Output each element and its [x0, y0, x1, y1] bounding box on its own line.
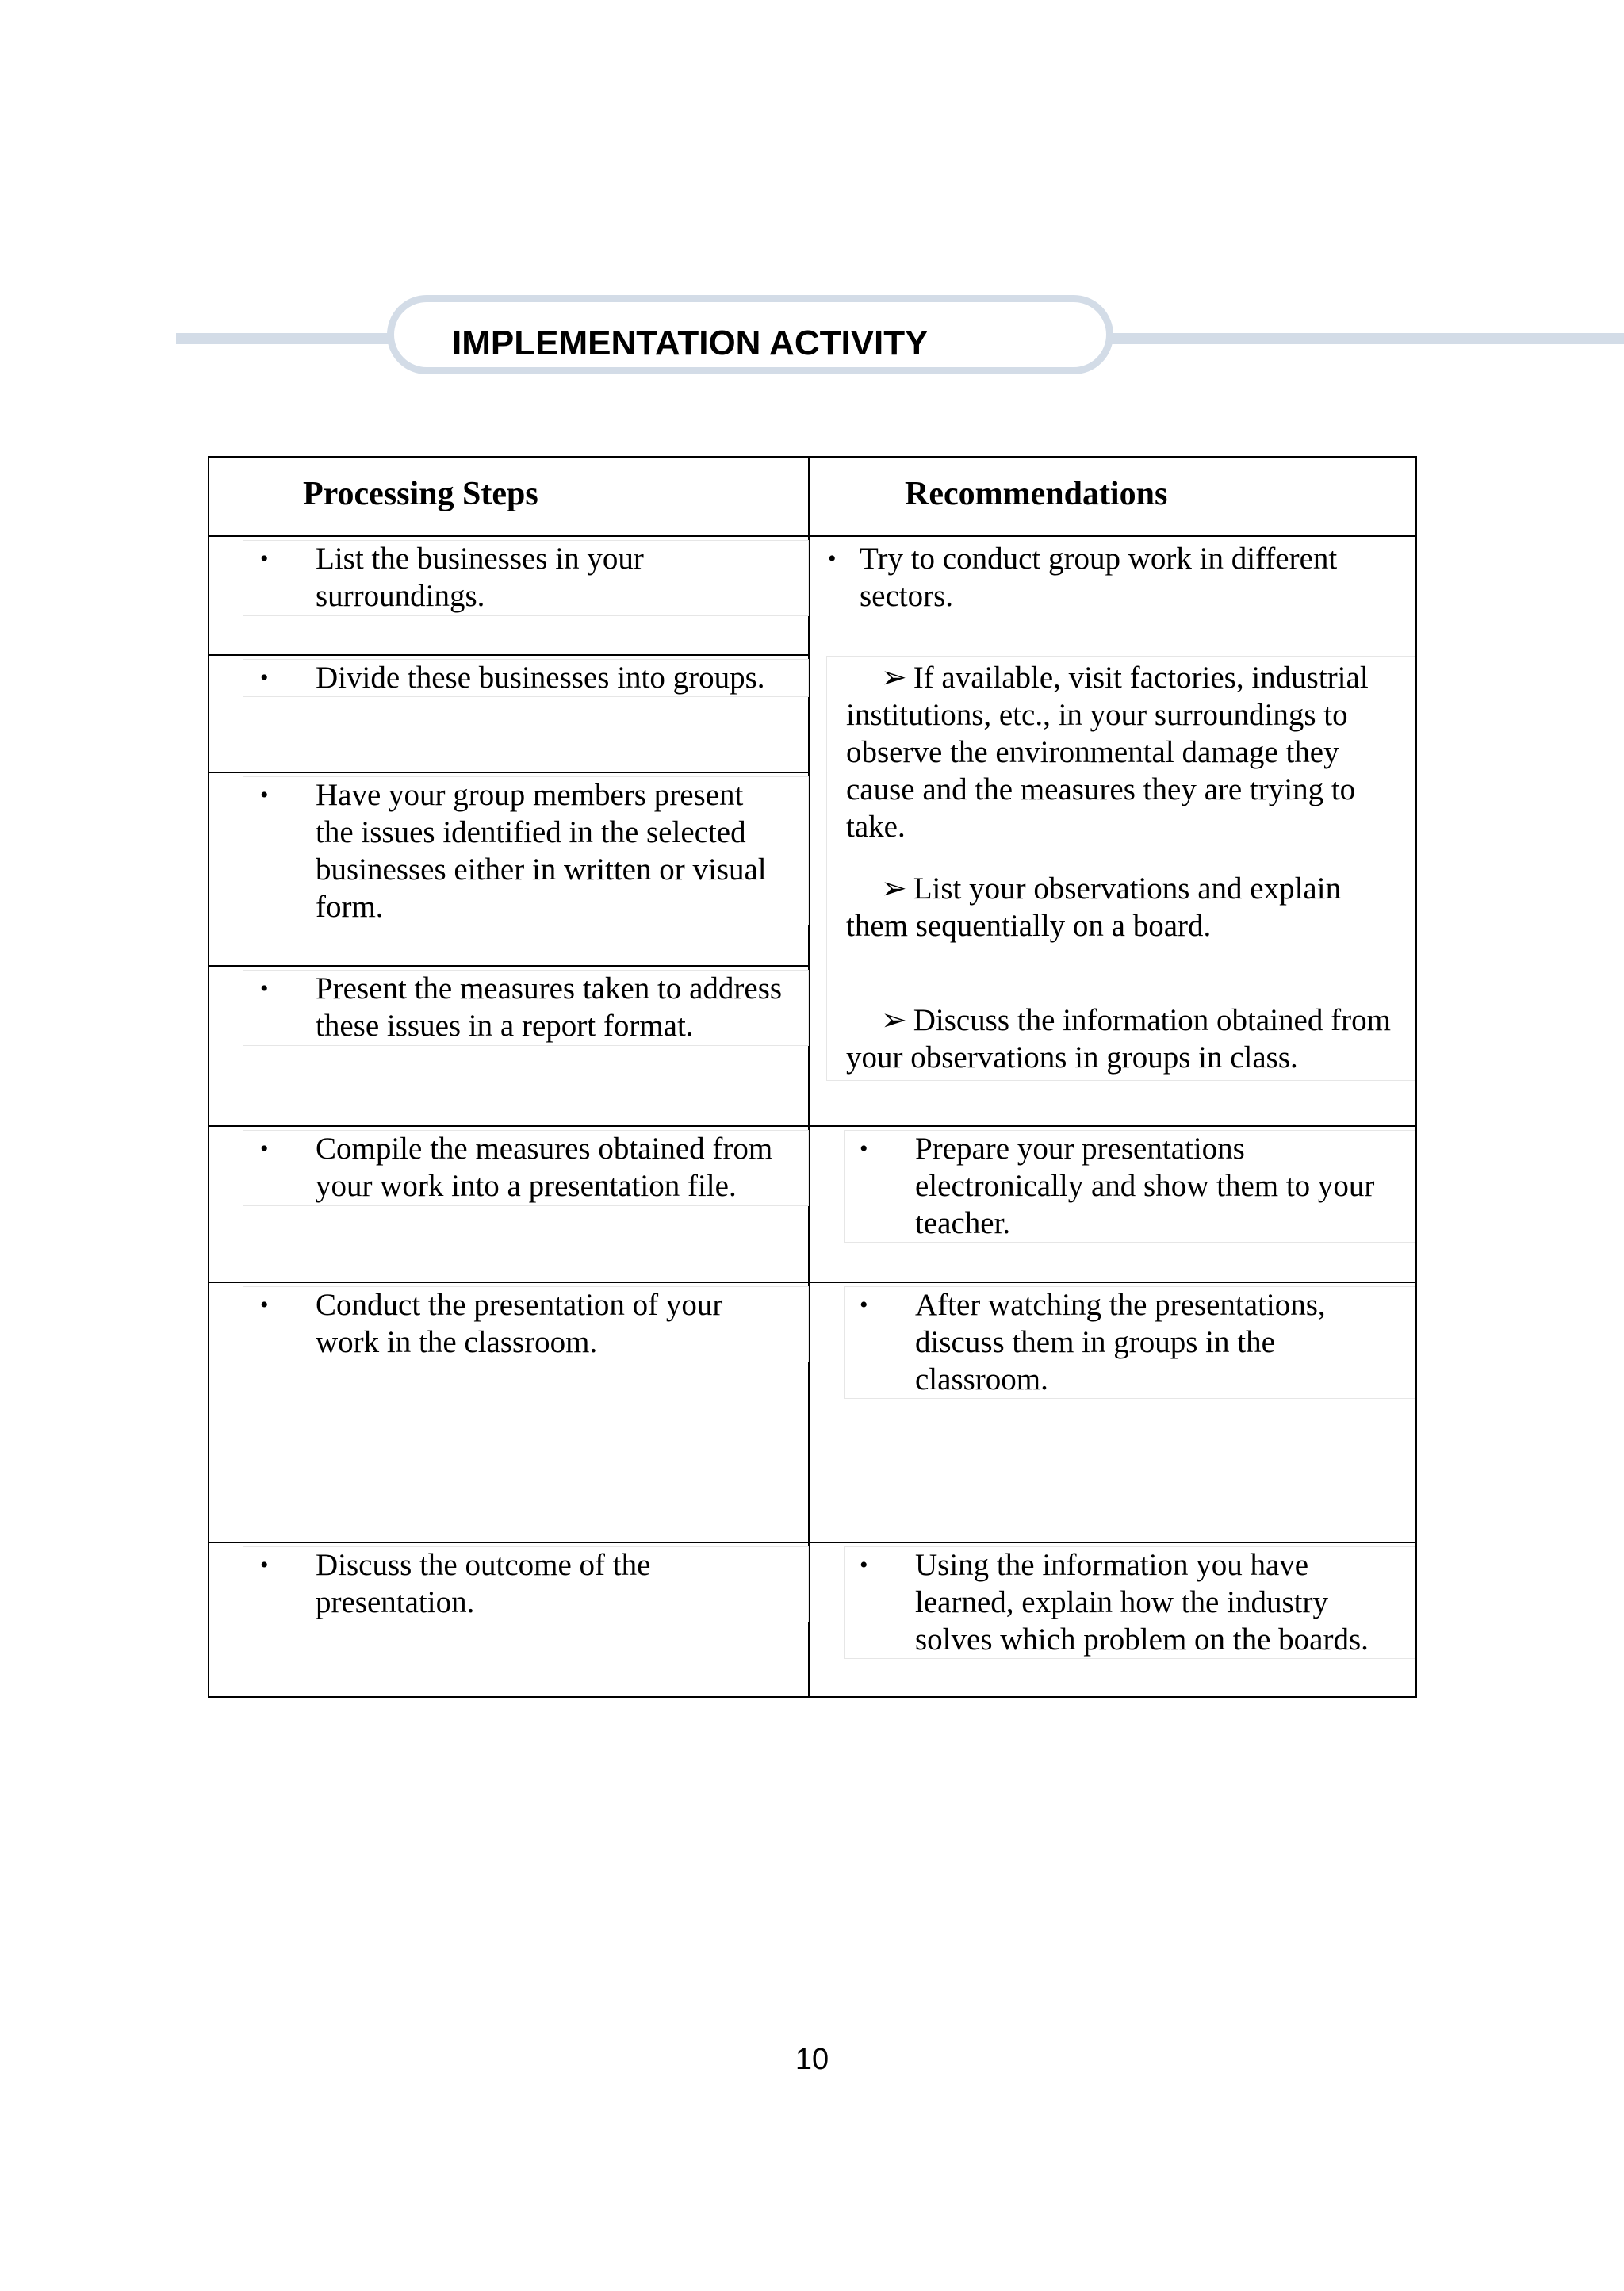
bullet: • — [860, 1552, 868, 1578]
row-divider — [209, 772, 808, 773]
page-number: 10 — [795, 2043, 829, 2076]
column-divider — [808, 458, 810, 1696]
step-line: businesses either in written or visual — [316, 852, 767, 887]
step-line: Present the measures taken to address — [316, 971, 783, 1006]
recommendation-line: Try to conduct group work in different — [860, 542, 1338, 576]
recommendation — [860, 540, 1337, 615]
step-line: surroundings. — [316, 579, 485, 613]
row-divider — [209, 535, 1415, 537]
step-line: work in the classroom. — [316, 1325, 598, 1359]
recommendation-line — [846, 870, 1341, 907]
recommendation-line-text: List your observations and explain — [913, 872, 1342, 906]
recommendation-line: Using the information you have — [915, 1548, 1309, 1582]
step-line: Have your group members present — [316, 778, 744, 812]
bullet: • — [260, 782, 269, 808]
recommendation-line: teacher. — [915, 1206, 1011, 1240]
bullet: • — [260, 1136, 269, 1162]
recommendation-line — [846, 1002, 1391, 1039]
bullet: • — [860, 1292, 868, 1318]
recommendation-line: your observations in groups in class. — [846, 1040, 1298, 1075]
recommendation — [915, 1130, 1374, 1242]
step-line: your work into a presentation file. — [316, 1169, 737, 1203]
recommendation-line: solves which problem on the boards. — [915, 1622, 1369, 1657]
step-line: presentation. — [316, 1585, 475, 1619]
row-divider — [209, 965, 808, 967]
step-line: List the businesses in your — [316, 542, 644, 576]
step-line: Discuss the outcome of the — [316, 1548, 651, 1582]
recommendation-line: Prepare your presentations — [915, 1132, 1245, 1166]
activity-table — [208, 456, 1417, 1698]
recommendation-line: cause and the measures they are trying to — [846, 772, 1356, 806]
bullet: • — [260, 975, 269, 1002]
recommendation-line: institutions, etc., in your surroundings to — [846, 698, 1348, 732]
step-line: Conduct the presentation of your — [316, 1288, 723, 1322]
recommendation-line: sectors. — [860, 579, 954, 613]
recommendation — [915, 1286, 1326, 1398]
page-title: IMPLEMENTATION ACTIVITY — [452, 324, 929, 362]
processing-step — [316, 540, 644, 615]
step-line: these issues in a report format. — [316, 1009, 694, 1043]
processing-step — [316, 776, 767, 925]
row-divider — [209, 1125, 1415, 1127]
processing-step — [316, 1130, 772, 1205]
processing-step — [316, 1546, 650, 1621]
bullet: • — [260, 665, 269, 691]
bullet: • — [260, 1292, 269, 1318]
row-divider — [209, 1542, 1415, 1543]
arrow-icon: ➢ — [881, 1003, 907, 1037]
recommendation-line — [846, 659, 1369, 696]
recommendation — [915, 1546, 1369, 1658]
step-line: Divide these businesses into groups. — [316, 661, 765, 695]
recommendations-header: Recommendations — [905, 476, 1168, 512]
step-line: the issues identified in the selected — [316, 815, 746, 849]
recommendation-line: electronically and show them to your — [915, 1169, 1375, 1203]
bullet: • — [260, 546, 269, 572]
processing-step — [316, 659, 765, 696]
row-divider — [209, 1282, 1415, 1283]
recommendation-line: observe the environmental damage they — [846, 735, 1339, 769]
recommendation-line-text: Discuss the information obtained from — [913, 1003, 1391, 1037]
bullet: • — [860, 1136, 868, 1162]
processing-step — [316, 1286, 722, 1361]
arrow-recommendation — [846, 659, 1369, 845]
arrow-recommendation — [846, 1002, 1391, 1076]
recommendation-line: them sequentially on a board. — [846, 909, 1212, 943]
bullet: • — [828, 546, 837, 572]
recommendation-line: discuss them in groups in the — [915, 1325, 1275, 1359]
recommendation-line: After watching the presentations, — [915, 1288, 1326, 1322]
recommendation-line: learned, explain how the industry — [915, 1585, 1328, 1619]
processing-step — [316, 970, 782, 1044]
arrow-icon: ➢ — [881, 661, 907, 695]
arrow-recommendation — [846, 870, 1341, 944]
arrow-icon: ➢ — [881, 872, 907, 906]
processing-steps-header: Processing Steps — [303, 476, 538, 512]
row-divider — [209, 654, 808, 656]
step-line: form. — [316, 890, 384, 924]
step-line: Compile the measures obtained from — [316, 1132, 773, 1166]
recommendation-line: classroom. — [915, 1362, 1048, 1396]
recommendation-line-text: If available, visit factories, industrial — [913, 661, 1369, 695]
recommendation-line: take. — [846, 810, 906, 844]
bullet: • — [260, 1552, 269, 1578]
